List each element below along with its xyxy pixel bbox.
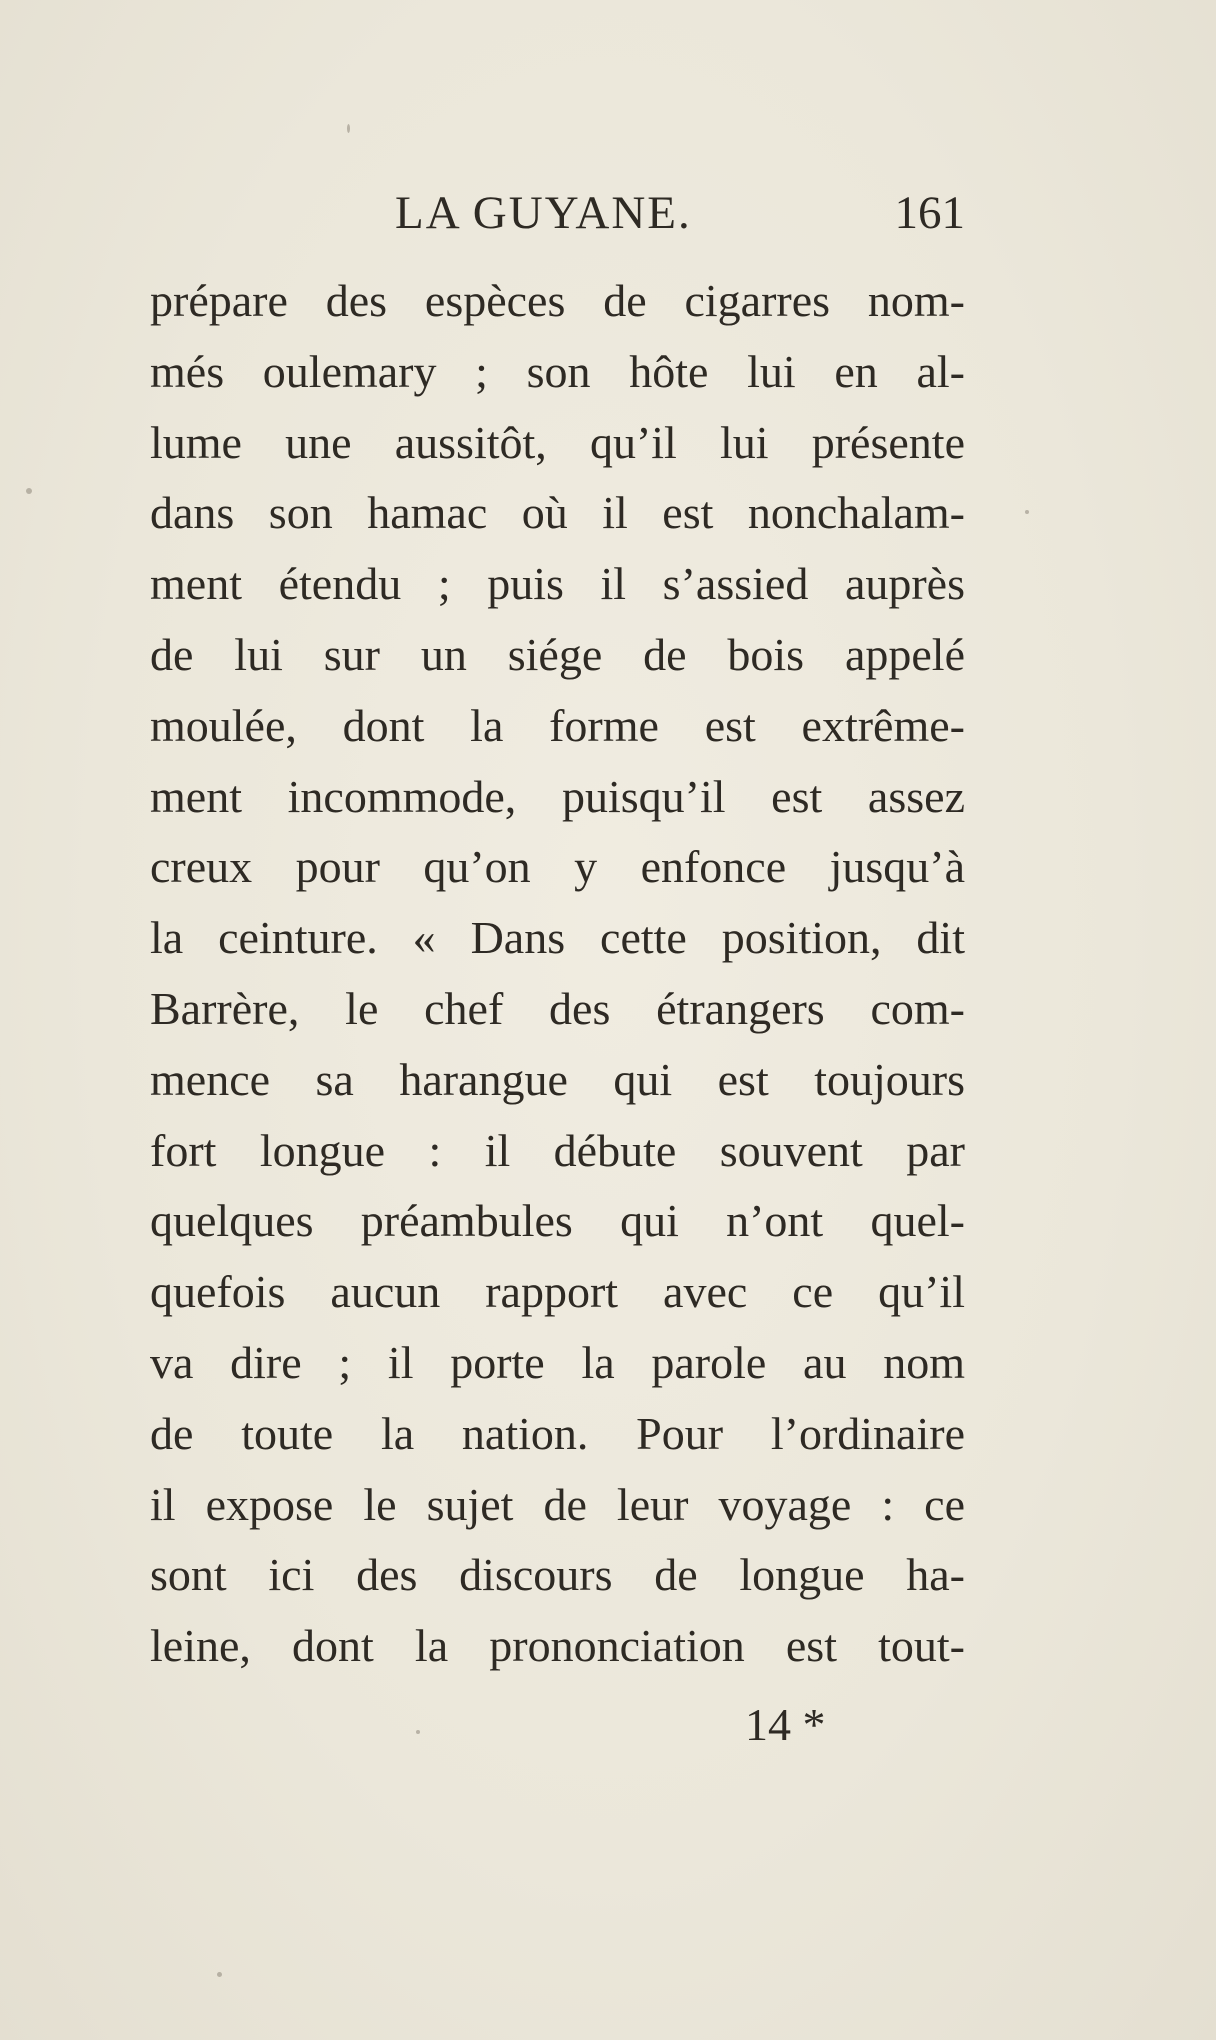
signature-mark: 14 *	[745, 1699, 826, 1750]
paper-speck	[416, 1730, 420, 1734]
text-line: mence sa harangue qui est toujours	[150, 1053, 965, 1105]
text-line: Barrère, le chef des étrangers com-	[150, 982, 965, 1034]
body-text	[150, 266, 965, 1682]
text-line: moulée, dont la forme est extrême-	[150, 699, 965, 751]
text-line: ment étendu ; puis il s’assied auprès	[150, 558, 965, 610]
text-line: lume une aussitôt, qu’il lui présente	[150, 416, 965, 468]
paper-speck	[347, 124, 350, 133]
text-line: sont ici des discours de longue ha-	[150, 1549, 965, 1601]
text-line: de toute la nation. Pour l’ordinaire	[150, 1407, 965, 1459]
text-line: va dire ; il porte la parole au nom	[150, 1336, 965, 1388]
text-line: quefois aucun rapport avec ce qu’il	[150, 1266, 965, 1318]
paper-speck	[26, 488, 32, 494]
text-line: prépare des espèces de cigarres nom-	[150, 275, 965, 326]
text-line: creux pour qu’on y enfonce jusqu’à	[150, 841, 965, 893]
paper-speck	[1025, 510, 1029, 514]
page-number: 161	[894, 187, 965, 239]
page-header	[150, 178, 965, 248]
text-line: il expose le sujet de leur voyage : ce	[150, 1478, 965, 1530]
text-line: més oulemary ; son hôte lui en al-	[150, 345, 965, 397]
text-line: leine, dont la prononciation est tout-	[150, 1620, 965, 1672]
text-line: ment incommode, puisqu’il est assez	[150, 770, 965, 822]
text-line: fort longue : il débute souvent par	[150, 1124, 965, 1176]
text-line: dans son hamac où il est nonchalam-	[150, 487, 965, 539]
text-line: quelques préambules qui n’ont quel-	[150, 1195, 965, 1247]
paper-speck	[217, 1972, 222, 1977]
text-line: la ceinture. « Dans cette position, dit	[150, 912, 965, 964]
running-title: LA GUYANE.	[395, 187, 692, 239]
text-line: de lui sur un siége de bois appelé	[150, 628, 965, 680]
